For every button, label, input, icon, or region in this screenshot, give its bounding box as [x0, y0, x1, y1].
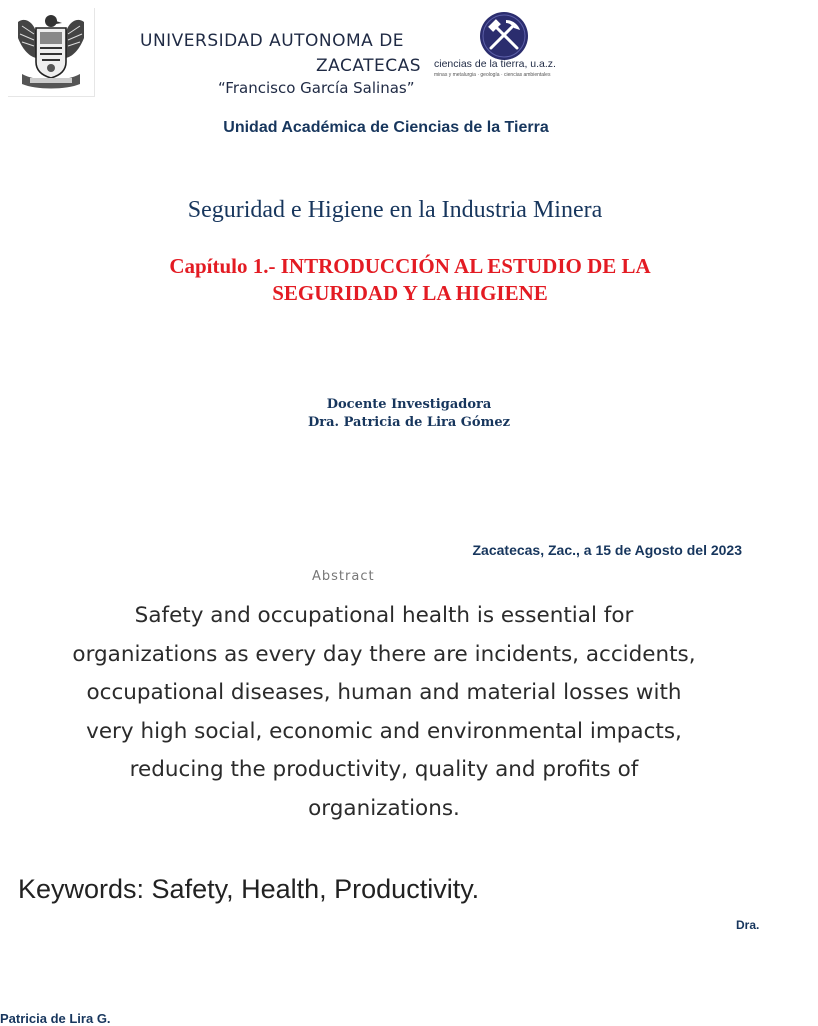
earth-sciences-tagline: minas y metalurgia · geología · ciencias ambientales — [434, 72, 551, 78]
earth-sciences-logo — [478, 10, 530, 62]
cropped-heading-text: Abstract — [312, 569, 375, 584]
university-name-line2: ZACATECAS — [316, 56, 422, 76]
university-name-line1: UNIVERSIDAD AUTONOMA DE — [140, 31, 405, 51]
abstract-line: occupational diseases, human and material losses with — [86, 680, 682, 705]
abstract-line: organizations as every day there are incidents, accidents, — [72, 641, 696, 667]
chapter-title-line1: Capítulo 1.- INTRODUCCIÓN AL ESTUDIO DE LA — [169, 254, 651, 278]
academic-unit — [0, 119, 768, 137]
chapter-title — [60, 253, 760, 307]
abstract-line: organizations. — [308, 795, 460, 821]
abstract-line: very high social, economic and environmental impacts, — [86, 718, 682, 744]
pickaxe-hammer-icon — [478, 10, 530, 62]
keywords: Keywords: Safety, Health, Productivity. — [18, 874, 480, 904]
university-crest-icon — [12, 12, 90, 90]
author-name: Dra. Patricia de Lira Gómez — [308, 415, 510, 430]
abstract-line: reducing the productivity, quality and profits of — [129, 757, 639, 782]
course-title: Seguridad e Higiene en la Industria Minera — [187, 197, 603, 223]
cropped-heading — [312, 569, 424, 585]
signature-part-2: Patricia de Lira G. — [0, 1011, 111, 1026]
abstract-line: Safety and occupational health is essential for — [134, 603, 634, 628]
chapter-title-line2: SEGURIDAD Y LA HIGIENE — [272, 281, 548, 305]
academic-unit-text: Unidad Académica de Ciencias de la Tierra — [223, 119, 549, 136]
university-motto: “Francisco García Salinas” — [218, 79, 415, 97]
place-date: Zacatecas, Zac., a 15 de Agosto del 2023 — [472, 542, 742, 558]
earth-sciences-name: ciencias de la tierra, u.a.z. — [434, 58, 556, 70]
signature-part-1: Dra. — [736, 918, 760, 932]
university-crest — [8, 8, 95, 97]
abstract-text — [14, 597, 754, 828]
author-role: Docente Investigadora — [326, 397, 492, 412]
